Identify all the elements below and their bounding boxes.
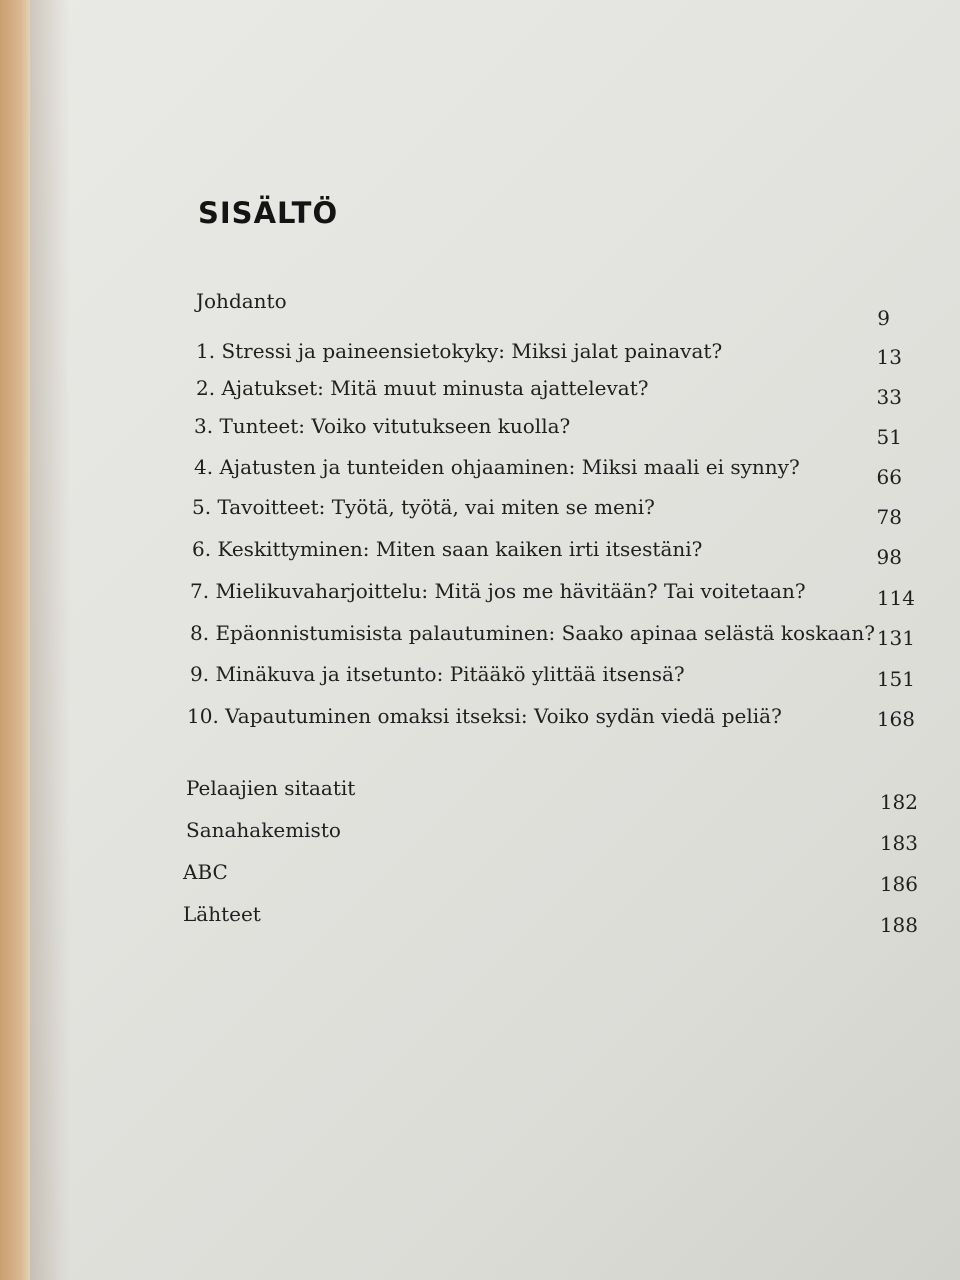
toc-entry-title: 3. Tunteet: Voiko vitutukseen kuolla?	[194, 414, 571, 438]
page	[30, 0, 960, 1280]
toc-entry-page: 78	[876, 505, 902, 529]
toc-entry-page: 9	[877, 306, 890, 330]
toc-entry-page: 114	[876, 586, 915, 610]
toc-entry-page: 33	[876, 385, 902, 409]
toc-entry-title: 8. Epäonnistumisista palautuminen: Saako apinaa selästä koskaan?	[190, 621, 875, 645]
toc-backmatter-page: 186	[879, 872, 918, 896]
toc-entry-title: 10. Vapautuminen omaksi itseksi: Voiko sydän viedä peliä?	[187, 704, 782, 728]
toc-backmatter-page: 188	[879, 913, 918, 937]
toc-backmatter-title: ABC	[183, 860, 228, 884]
toc-entry-page: 66	[876, 465, 902, 489]
toc-entry-page: 151	[876, 667, 915, 691]
toc-entry-title: Johdanto	[196, 289, 287, 313]
toc-entry-title: 2. Ajatukset: Mitä muut minusta ajattelevat?	[196, 376, 649, 400]
toc-entry-page: 51	[876, 425, 902, 449]
toc-entry-page: 131	[876, 626, 915, 650]
toc-backmatter-page: 183	[879, 831, 918, 855]
toc-title: SISÄLTÖ	[198, 196, 339, 230]
toc-entry-title: 7. Mielikuvaharjoittelu: Mitä jos me hävitään? Tai voitetaan?	[190, 579, 806, 603]
toc-entry-title: 9. Minäkuva ja itsetunto: Pitääkö ylittää itsensä?	[190, 662, 685, 686]
toc-backmatter-title: Sanahakemisto	[186, 818, 341, 842]
toc-entry-title: 4. Ajatusten ja tunteiden ohjaaminen: Miksi maali ei synny?	[194, 455, 800, 479]
toc-entry-page: 13	[876, 345, 902, 369]
toc-backmatter-page: 182	[879, 790, 918, 814]
toc-entry-title: 1. Stressi ja paineensietokyky: Miksi jalat painavat?	[196, 339, 723, 363]
toc-entry-page: 98	[876, 545, 902, 569]
toc-backmatter-title: Pelaajien sitaatit	[186, 776, 356, 800]
toc-entry-title: 6. Keskittyminen: Miten saan kaiken irti itsestäni?	[192, 537, 703, 561]
toc-entry-page: 168	[876, 707, 915, 731]
toc-entry-title: 5. Tavoitteet: Työtä, työtä, vai miten se meni?	[192, 495, 655, 519]
toc-backmatter-title: Lähteet	[183, 902, 261, 926]
